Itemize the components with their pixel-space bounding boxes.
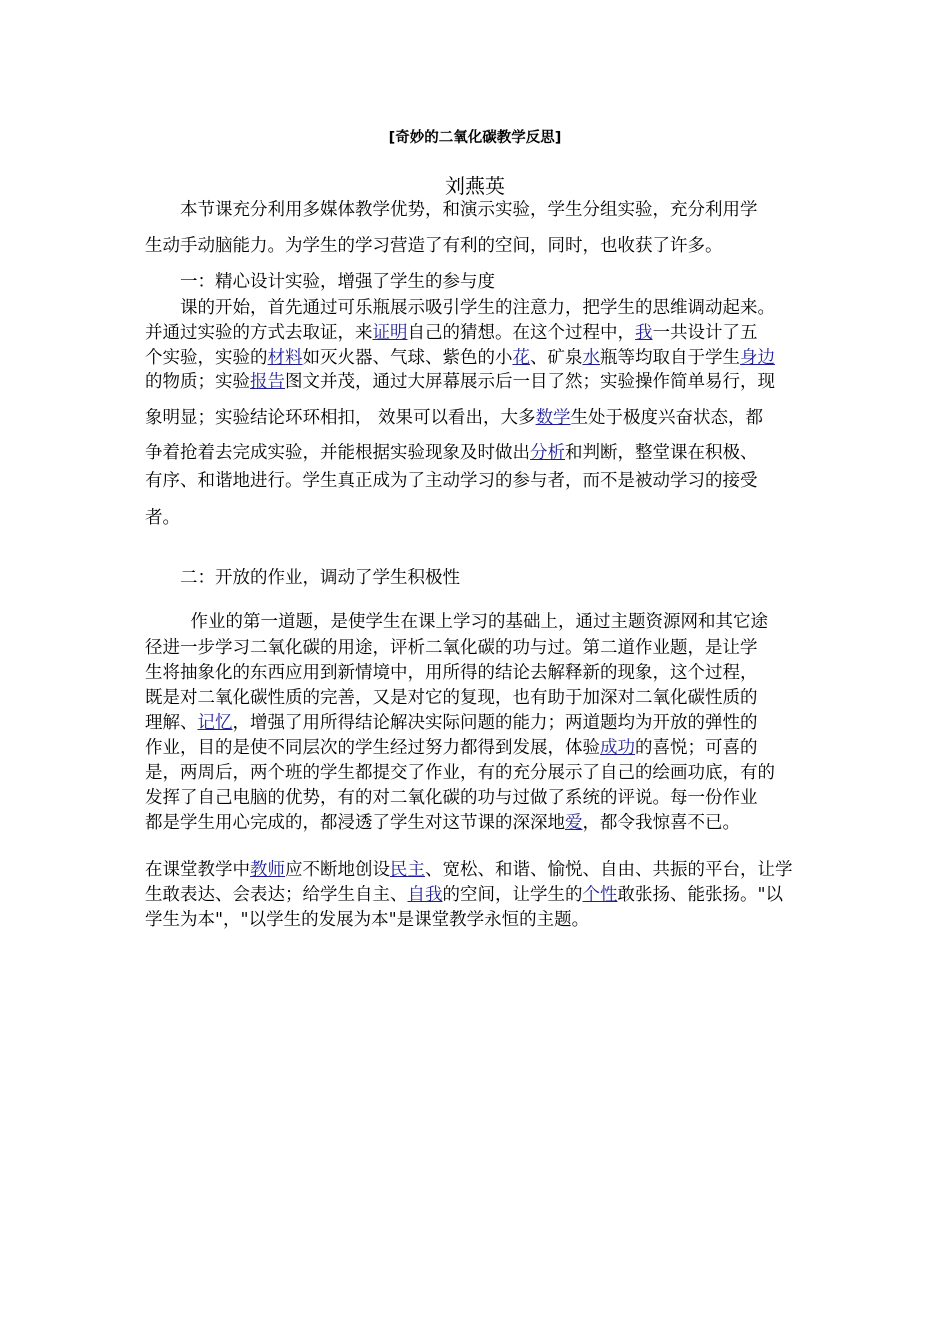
text-line xyxy=(145,198,758,222)
text-segment: 理解、 xyxy=(145,713,198,733)
text-line xyxy=(145,761,775,785)
text-line xyxy=(145,441,758,465)
text-line xyxy=(145,883,783,907)
text-segment: 是，两周后，两个班的学生都提交了作业，有的充分展示了自己的绘画功底，有的 xyxy=(145,763,775,783)
text-segment: 一共设计了五 xyxy=(652,323,758,343)
text-segment: 如灭火器、气球、紫色的小 xyxy=(302,348,513,368)
text-line xyxy=(145,858,793,882)
text-line xyxy=(145,686,758,710)
inline-link[interactable]: 证明 xyxy=(372,323,408,343)
text-segment: 敢张扬、能张扬。"以 xyxy=(617,885,784,905)
text-segment: ，都令我惊喜不已。 xyxy=(582,813,740,833)
text-segment: 一：精心设计实验，增强了学生的参与度 xyxy=(145,272,495,292)
text-segment: 、矿泉 xyxy=(530,348,583,368)
text-segment: 二：开放的作业，调动了学生积极性 xyxy=(145,568,460,588)
text-line xyxy=(145,711,758,735)
text-segment: 图文并茂，通过大屏幕展示后一目了然；实验操作简单易行，现 xyxy=(285,372,775,392)
inline-link[interactable]: 个性 xyxy=(582,885,618,905)
text-segment: 、宽松、和谐、愉悦、自由、共振的平台，让学 xyxy=(425,860,793,880)
inline-link[interactable]: 成功 xyxy=(600,738,635,758)
inline-link[interactable]: 花 xyxy=(512,348,530,368)
text-segment: 争着抢着去完成实验，并能根据实验现象及时做出 xyxy=(145,443,530,463)
text-segment: 作业，目的是使不同层次的学生经过努力都得到发展，体验 xyxy=(145,738,600,758)
text-segment: 瓶等均取自于学生 xyxy=(600,348,740,368)
text-segment: 象明显；实验结论环环相扣， 效果可以看出，大多 xyxy=(145,408,536,428)
author-name: 刘燕英 xyxy=(445,174,505,198)
inline-link[interactable]: 民主 xyxy=(390,860,425,880)
inline-link[interactable]: 自我 xyxy=(407,885,443,905)
text-line xyxy=(145,346,775,370)
inline-link[interactable]: 水 xyxy=(582,348,600,368)
text-segment: 在课堂教学中 xyxy=(145,860,250,880)
text-segment: 都是学生用心完成的，都浸透了学生对这节课的深深地 xyxy=(145,813,565,833)
text-line xyxy=(145,469,758,493)
text-segment: 生处于极度兴奋状态，都 xyxy=(570,408,764,428)
text-segment: ，增强了用所得结论解决实际问题的能力；两道题均为开放的弹性的 xyxy=(232,713,758,733)
inline-link[interactable]: 爱 xyxy=(565,813,583,833)
text-segment: 的物质；实验 xyxy=(145,372,250,392)
text-segment: 课的开始，首先通过可乐瓶展示吸引学生的注意力，把学生的思维调动起来。 xyxy=(145,298,775,318)
text-line xyxy=(145,786,758,810)
text-segment: 本节课充分利用多媒体教学优势，和演示实验，学生分组实验，充分利用学 xyxy=(145,200,758,220)
inline-link[interactable]: 我 xyxy=(635,323,653,343)
inline-link[interactable]: 身边 xyxy=(740,348,775,368)
text-line xyxy=(145,370,775,394)
inline-link[interactable]: 数学 xyxy=(535,408,571,428)
text-line xyxy=(145,296,775,320)
text-segment: 有序、和谐地进行。学生真正成为了主动学习的参与者，而不是被动学习的接受 xyxy=(145,471,758,491)
text-segment: 生将抽象化的东西应用到新情境中，用所得的结论去解释新的现象，这个过程， xyxy=(145,663,758,683)
text-line xyxy=(145,321,758,345)
text-segment: 并通过实验的方式去取证，来 xyxy=(145,323,373,343)
text-line xyxy=(145,636,758,660)
text-line xyxy=(145,736,758,760)
inline-link[interactable]: 报告 xyxy=(250,372,285,392)
text-line xyxy=(145,661,758,685)
text-line xyxy=(145,506,180,530)
text-segment: 生动手动脑能力。为学生的学习营造了有利的空间，同时，也收获了许多。 xyxy=(145,236,723,256)
text-segment: 者。 xyxy=(145,508,180,528)
inline-link[interactable]: 材料 xyxy=(267,348,303,368)
text-line xyxy=(145,406,763,430)
text-segment: 既是对二氧化碳性质的完善，又是对它的复现，也有助于加深对二氧化碳性质的 xyxy=(145,688,758,708)
text-line xyxy=(173,610,768,634)
text-segment: 应不断地创设 xyxy=(285,860,390,880)
inline-link[interactable]: 分析 xyxy=(530,443,565,463)
text-segment: 作业的第一道题，是使学生在课上学习的基础上，通过主题资源网和其它途 xyxy=(173,612,768,632)
text-segment: 发挥了自己电脑的优势，有的对二氧化碳的功与过做了系统的评说。每一份作业 xyxy=(145,788,758,808)
text-segment: 的空间，让学生的 xyxy=(442,885,583,905)
text-segment: 和判断，整堂课在积极、 xyxy=(565,443,758,463)
text-segment: 个实验，实验的 xyxy=(145,348,268,368)
text-line xyxy=(145,908,589,932)
inline-link[interactable]: 教师 xyxy=(250,860,285,880)
text-segment: 自己的猜想。在这个过程中， xyxy=(407,323,635,343)
document-title: [奇妙的二氧化碳教学反思] xyxy=(388,130,562,146)
text-segment: 的喜悦；可喜的 xyxy=(635,738,758,758)
text-segment: 生敢表达、会表达；给学生自主、 xyxy=(145,885,408,905)
text-segment: 学生为本"，"以学生的发展为本"是课堂教学永恒的主题。 xyxy=(145,910,590,930)
text-line xyxy=(145,566,460,590)
inline-link[interactable]: 记忆 xyxy=(197,713,233,733)
text-line xyxy=(145,811,740,835)
text-line xyxy=(145,234,723,258)
text-segment: 径进一步学习二氧化碳的用途，评析二氧化碳的功与过。第二道作业题，是让学 xyxy=(145,638,758,658)
text-line xyxy=(145,270,495,294)
